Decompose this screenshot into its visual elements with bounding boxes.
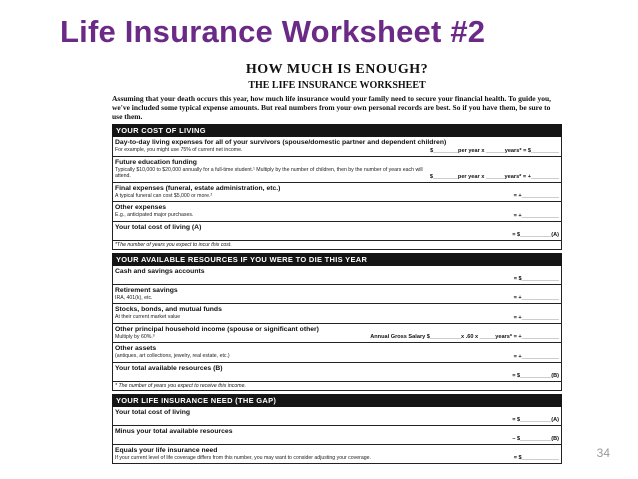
row-label: Cash and savings accounts [115, 267, 205, 275]
row-label: Other principal household income (spouse or significant other) [115, 325, 319, 333]
section-body [112, 407, 562, 465]
worksheet-row [113, 445, 561, 465]
row-line [115, 373, 559, 379]
section-heading: YOUR LIFE INSURANCE NEED (THE GAP) [112, 394, 562, 407]
section-body [112, 137, 562, 250]
row-formula-field: $________per year x ______years* = +_________ [429, 173, 559, 180]
worksheet-title: HOW MUCH IS ENOUGH? [245, 62, 429, 77]
row-formula-field: = +____________ [513, 212, 559, 219]
worksheet-row [113, 222, 561, 241]
worksheet-intro: Assuming that your death occurs this year, how much life insurance would your family need to secure your financial health. To guide you, we've included some typical expense amounts. But real numbers from your own personal records are best. So if you have them, be sure to use them. [112, 94, 551, 121]
row-label: Your total cost of living [115, 408, 191, 416]
worksheet-row [113, 304, 561, 324]
row-label: Day-to-day living expenses for all of your survivors (spouse/domestic partner and dependent children) [115, 139, 447, 146]
row-note: IRA, 401(k), etc. [115, 294, 153, 301]
row-line [115, 314, 559, 321]
page-number: 34 [596, 446, 610, 460]
worksheet-row [113, 426, 561, 445]
row-line [115, 276, 559, 282]
row-label: Other assets [115, 345, 157, 352]
row-line [115, 167, 559, 180]
worksheet-subtitle: THE LIFE INSURANCE WORKSHEET [248, 80, 426, 91]
row-line [115, 353, 559, 360]
row-note: Typically $10,000 to $20,000 annually for a full-time student.¹ Multiply by the number of children, then by the number of years each will attend. [115, 166, 423, 179]
row-note: E.g., anticipated major purchases. [115, 212, 194, 218]
worksheet-row [113, 202, 561, 222]
section-footnote: *The number of years you expect to incur this cost. [113, 241, 561, 250]
row-formula-field: = +____________ [513, 295, 559, 301]
row-note: For example, you might use 75% of current net income. [115, 147, 243, 153]
worksheet-row [113, 137, 561, 157]
worksheet-row [113, 407, 561, 426]
row-note: Multiply by 60%.³ [115, 333, 155, 340]
row-formula-field: = $____________ [513, 455, 559, 461]
row-note: At their current market value [115, 314, 181, 320]
row-label: Final expenses (funeral, estate administration, etc.) [115, 184, 281, 192]
row-label: Your total cost of living (A) [115, 223, 202, 231]
row-formula-field: = +____________ [513, 193, 559, 199]
row-formula-field: = $__________(A) [512, 416, 559, 423]
row-note: A typical funeral can cost $5,000 or more.² [115, 192, 213, 199]
row-label: Future education funding [115, 158, 197, 166]
row-note: If your current level of life coverage differs from this number, you may want to consider adjusting your coverage. [115, 454, 371, 461]
row-line [115, 193, 559, 200]
row-formula-field: = +____________ [513, 353, 559, 360]
worksheet-row [113, 285, 561, 305]
slide-title: Life Insurance Worksheet #2 [60, 14, 486, 49]
row-label: Stocks, bonds, and mutual funds [115, 306, 222, 313]
row-label: Your total available resources (B) [115, 364, 223, 372]
section-body [112, 266, 562, 391]
row-line [115, 417, 559, 423]
row-formula-field: = $__________(B) [512, 372, 559, 379]
row-note: (antiques, art collections, jewelry, real estate, etc.) [115, 353, 230, 359]
row-formula-field: – $__________(B) [512, 435, 559, 442]
row-formula-field: = $__________(A) [512, 231, 559, 238]
row-formula-field: = $____________ [513, 275, 559, 282]
row-label: Retirement savings [115, 286, 178, 294]
row-label: Equals your life insurance need [115, 446, 218, 454]
worksheet-row [113, 343, 561, 363]
row-line [115, 147, 559, 154]
section-heading: YOUR COST OF LIVING [112, 124, 562, 137]
worksheet-sections [112, 124, 562, 464]
row-line [115, 436, 559, 442]
row-line [115, 455, 559, 462]
worksheet-row [113, 324, 561, 344]
worksheet-row [113, 157, 561, 183]
row-formula-field: $________per year x ______years* = $_________ [430, 147, 559, 154]
worksheet-image [112, 62, 562, 478]
worksheet-row [113, 363, 561, 382]
row-formula-field: = +____________ [513, 314, 559, 321]
row-line [115, 212, 559, 219]
row-line [115, 295, 559, 302]
row-formula-field: Annual Gross Salary $__________x .60 x _____years* = +____________ [370, 334, 559, 340]
row-label: Minus your total available resources [115, 427, 233, 435]
worksheet-row [113, 183, 561, 203]
row-line [115, 232, 559, 238]
worksheet-row [113, 266, 561, 285]
row-label: Other expenses [115, 204, 166, 211]
section-heading: YOUR AVAILABLE RESOURCES IF YOU WERE TO DIE THIS YEAR [112, 253, 562, 266]
section-footnote: * The number of years you expect to receive this income. [113, 382, 561, 391]
row-line [115, 334, 559, 341]
